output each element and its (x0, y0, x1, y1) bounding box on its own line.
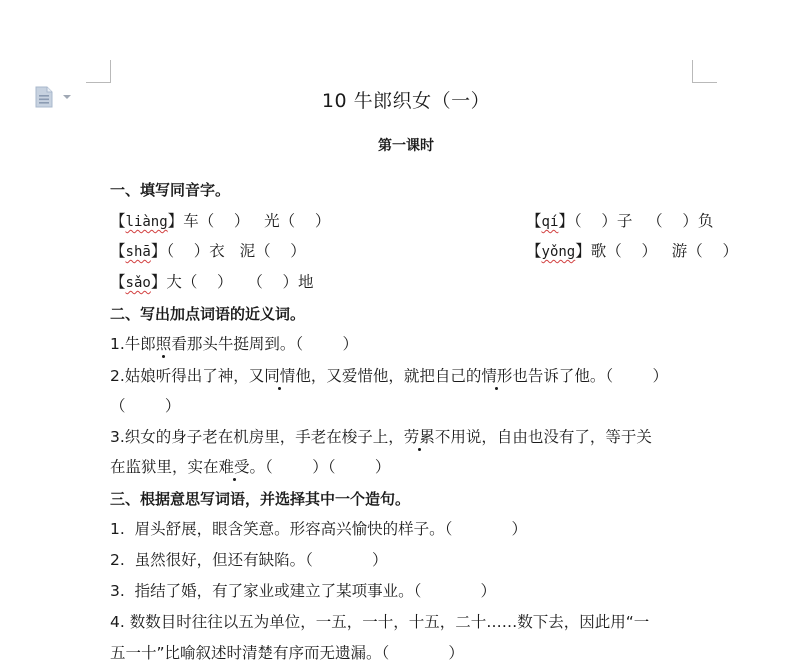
section1-heading: 一、填写同音字。 (110, 181, 231, 199)
question-2-2: 2.姑娘听得出了神，又同情他，又爱惜他，就把自己的情形也告诉了他。（ ） (110, 367, 669, 385)
section3-heading: 三、根据意思写词语，并选择其中一个造句。 (110, 490, 411, 508)
page-subtitle: 第一课时 (378, 138, 434, 154)
answer-blank: （ ） (110, 397, 181, 415)
question-3-2: 2. 虽然很好，但还有缺陷。（ ） (110, 551, 388, 569)
homophone-item: 【qí】（ ）子 （ ）负 (526, 212, 714, 230)
crop-mark-top-left (86, 60, 111, 83)
crop-mark-top-right (692, 60, 717, 83)
question-3-3: 3. 指结了婚，有了家业或建立了某项事业。（ ） (110, 582, 497, 600)
question-3-4-line-2: 五一十”比喻叙述时清楚有序而无遗漏。（ ） (110, 644, 464, 662)
homophone-row-1 (110, 211, 714, 232)
homophone-item: 【sǎo】大（ ） （ ）地 (110, 273, 314, 291)
homophone-item: 【shā】（ ）衣 泥（ ） (110, 242, 306, 260)
question-3-1: 1. 眉头舒展，眼含笑意。形容高兴愉快的样子。（ ） (110, 520, 528, 538)
question-2-3-line-2: 在监狱里，实在难受。（ ）（ ） (110, 458, 391, 476)
homophone-item: 【yǒng】歌（ ） 游（ ） (526, 242, 738, 260)
question-2-3-line-1: 3.织女的身子老在机房里，手老在梭子上，劳累不用说，自由也没有了，等于关 (110, 428, 652, 446)
homophone-item: 【liàng】车（ ） 光（ ） (110, 212, 331, 230)
homophone-row-2 (110, 241, 738, 262)
section2-heading: 二、写出加点词语的近义词。 (110, 305, 306, 323)
homophone-row-3 (110, 272, 314, 293)
question-2-1: 1.牛郎照看那头牛挺周到。（ ） (110, 335, 358, 353)
page-title: 10 牛郎织女（一） (321, 90, 491, 112)
question-3-4-line-1: 4. 数数目时往往以五为单位，一五，一十，十五，二十……数下去，因此用“一 (110, 613, 650, 631)
